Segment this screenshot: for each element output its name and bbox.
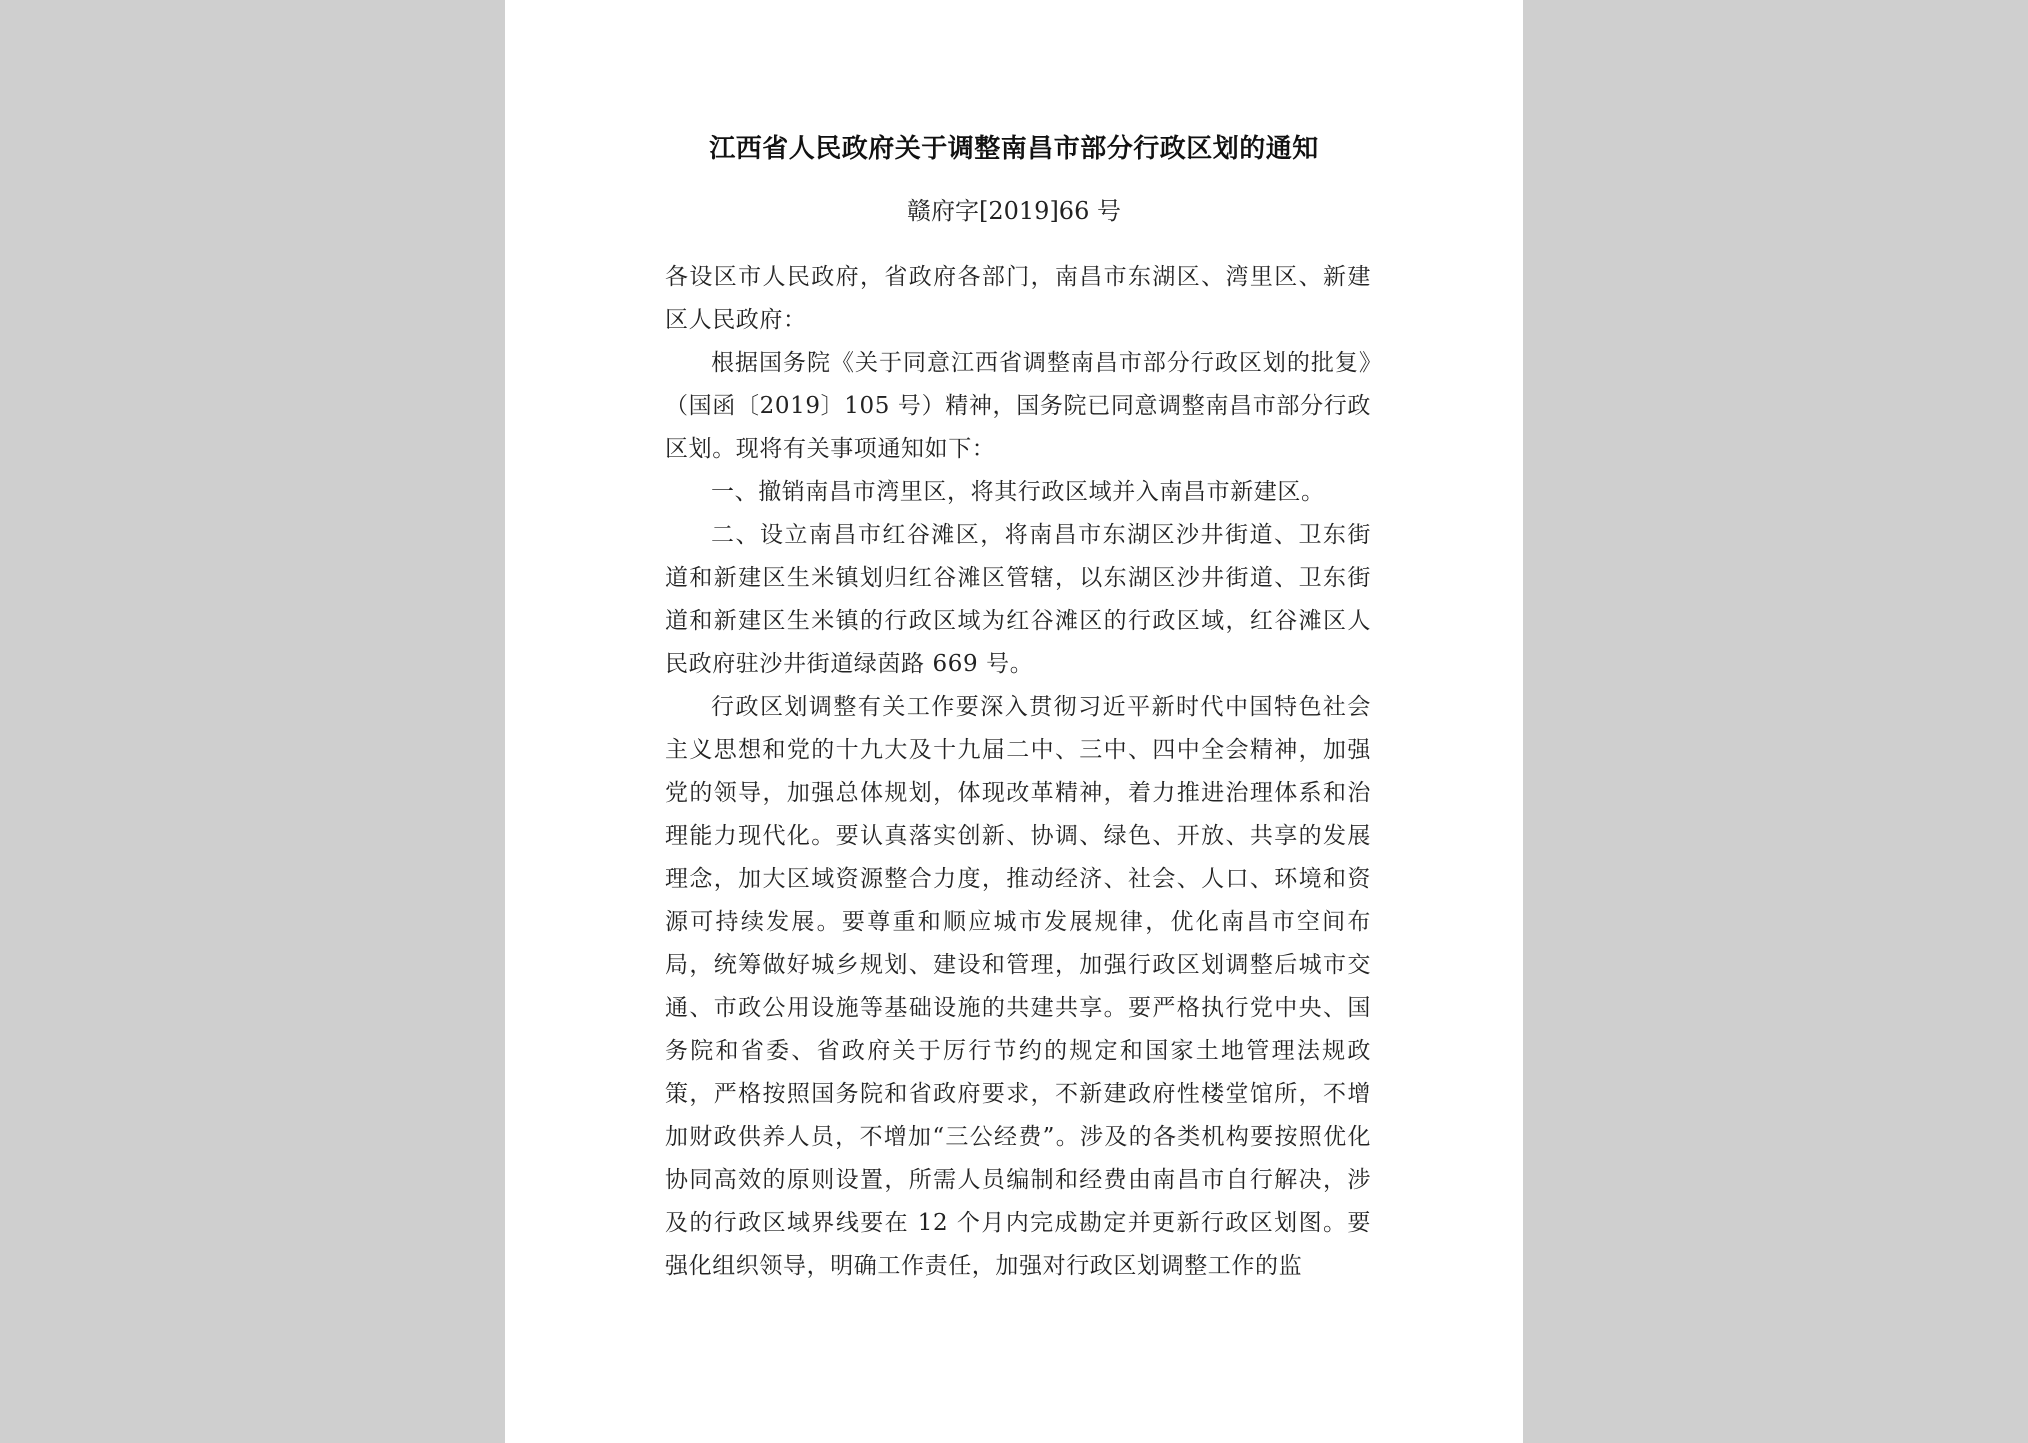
salutation: 各设区市人民政府，省政府各部门，南昌市东湖区、湾里区、新建区人民政府： bbox=[665, 264, 1371, 333]
document-body bbox=[665, 256, 1371, 1288]
paragraph-item-one: 一、撤销南昌市湾里区，将其行政区域并入南昌市新建区。 bbox=[711, 479, 1325, 505]
document-title: 江西省人民政府关于调整南昌市部分行政区划的通知 bbox=[709, 134, 1319, 164]
paragraph-basis: 根据国务院《关于同意江西省调整南昌市部分行政区划的批复》（国函〔2019〕105 号）精神，国务院已同意调整南昌市部分行政区划。现将有关事项通知如下： bbox=[665, 350, 1371, 462]
document-page bbox=[505, 0, 1523, 1443]
paragraph-requirements: 行政区划调整有关工作要深入贯彻习近平新时代中国特色社会主义思想和党的十九大及十九届二中、三中、四中全会精神，加强党的领导，加强总体规划，体现改革精神，着力推进治理体系和治理能力现代化。要认真落实创新、协调、绿色、开放、共享的发展理念，加大区域资源整合力度，推动经济、社会、人口、环境和资源可持续发展。要尊重和顺应城市发展规律，优化南昌市空间布局，统筹做好城乡规划、建设和管理，加强行政区划调整后城市交通、市政公用设施等基础设施的共建共享。要严格执行党中央、国务院和省委、省政府关于厉行节约的规定和国家土地管理法规政策，严格按照国务院和省政府要求，不新建政府性楼堂馆所，不增加财政供养人员，不增加“三公经费”。涉及的各类机构要按照优化协同高效的原则设置，所需人员编制和经费由南昌市自行解决，涉及的行政区域界线要在 12 个月内完成勘定并更新行政区划图。要强化组织领导，明确工作责任，加强对行政区划调整工作的监 bbox=[665, 694, 1371, 1279]
paragraph-item-two: 二、设立南昌市红谷滩区，将南昌市东湖区沙井街道、卫东街道和新建区生米镇划归红谷滩区管辖，以东湖区沙井街道、卫东街道和新建区生米镇的行政区域为红谷滩区的行政区域，红谷滩区人民政府驻沙井街道绿茵路 669 号。 bbox=[665, 522, 1371, 677]
document-number: 赣府字[2019]66 号 bbox=[907, 197, 1121, 225]
